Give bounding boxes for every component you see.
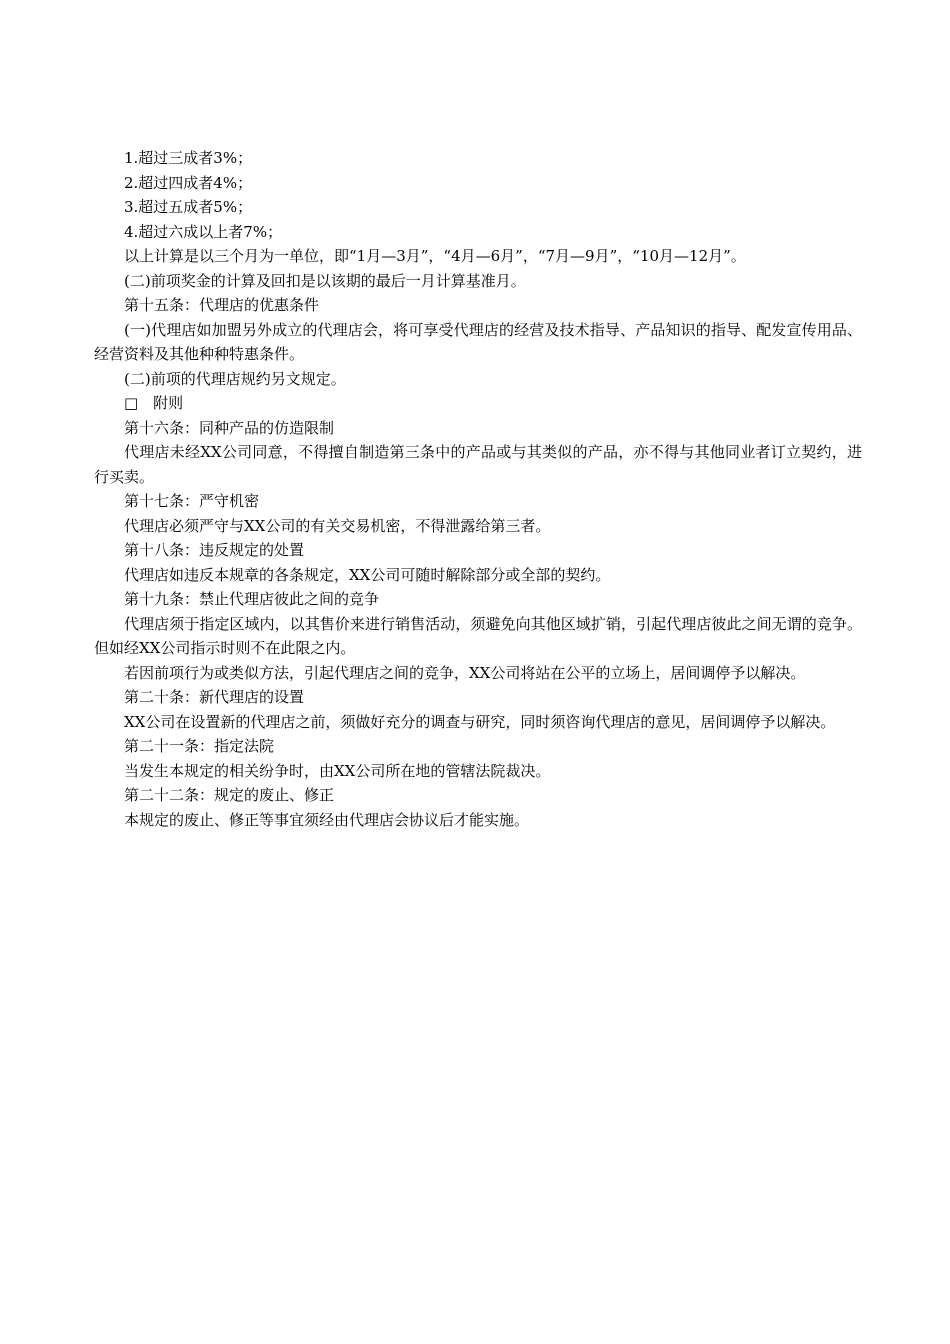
- article-17-heading: 第十七条：严守机密: [124, 492, 260, 510]
- article-18-heading: 第十八条：违反规定的处置: [124, 541, 305, 559]
- article-16-body: 代理店未经XX公司同意，不得擅自制造第三条中的产品或与其类似的产品，亦不得与其他同业者订立契约，进行买卖。: [94, 443, 862, 486]
- article-16-heading: 第十六条：同种产品的仿造限制: [124, 418, 335, 437]
- article-17-body: 代理店必须严守与XX公司的有关交易机密，不得泄露给第三者。: [124, 516, 551, 535]
- article-20-body: XX公司在设置新的代理店之前，须做好充分的调查与研究，同时须咨询代理店的意见，居间调停予以解决。: [124, 712, 836, 731]
- document-page: [94, 146, 862, 832]
- bonus-rate-1: 1.超过三成者3%；: [124, 149, 253, 167]
- article-22-heading: 第二十二条：规定的废止、修正: [124, 786, 335, 804]
- bonus-clause-2: (二)前项奖金的计算及回扣是以该期的最后一月计算基准月。: [124, 271, 526, 290]
- article-21-body: 当发生本规定的相关纷争时，由XX公司所在地的管辖法院裁决。: [124, 761, 551, 780]
- article-15-clause-2: (二)前项的代理店规约另文规定。: [124, 369, 346, 388]
- article-19-body-2: 若因前项行为或类似方法，引起代理店之间的竞争，XX公司将站在公平的立场上，居间调停予以解决。: [124, 663, 806, 682]
- article-15-heading: 第十五条：代理店的优惠条件: [124, 296, 320, 314]
- bonus-rate-3: 3.超过五成者5%；: [124, 198, 253, 216]
- article-21-heading: 第二十一条：指定法院: [124, 737, 275, 755]
- appendix-heading: □ 附则: [124, 394, 184, 412]
- bonus-rate-4: 4.超过六成以上者7%；: [124, 222, 283, 241]
- bonus-rate-2: 2.超过四成者4%；: [124, 173, 253, 192]
- article-18-body: 代理店如违反本规章的各条规定，XX公司可随时解除部分或全部的契约。: [124, 565, 611, 584]
- calculation-period-note: 以上计算是以三个月为一单位，即“1月—3月”，“4月—6月”，“7月—9月”，“10月—12月”。: [124, 247, 746, 265]
- article-22-body: 本规定的废止、修正等事宜须经由代理店会协议后才能实施。: [124, 810, 530, 829]
- article-19-heading: 第十九条：禁止代理店彼此之间的竞争: [124, 590, 380, 608]
- article-19-body-1: 代理店须于指定区域内，以其售价来进行销售活动，须避免向其他区域扩销，引起代理店彼此之间无谓的竞争。但如经XX公司指示时则不在此限之内。: [94, 614, 862, 657]
- article-15-clause-1: (一)代理店如加盟另外成立的代理店会，将可享受代理店的经营及技术指导、产品知识的指导、配发宣传用品、经营资料及其他种种特惠条件。: [94, 320, 862, 363]
- article-20-heading: 第二十条：新代理店的设置: [124, 688, 305, 706]
